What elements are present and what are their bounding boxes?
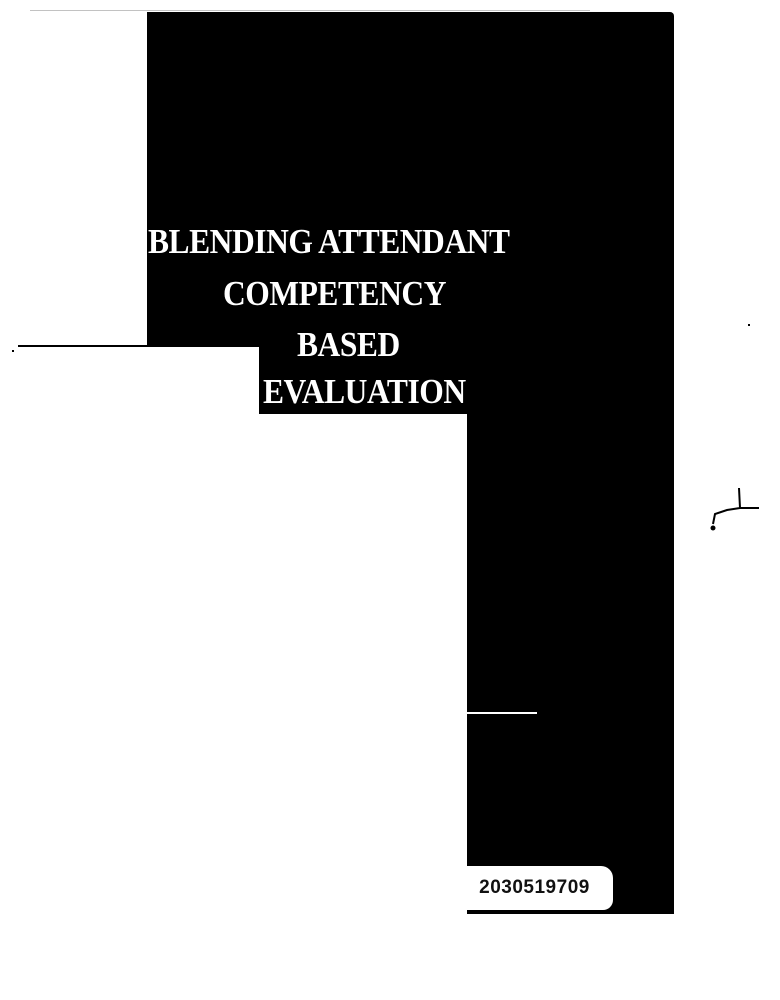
document-id-number: 2030519709	[479, 877, 590, 898]
scan-speck	[748, 324, 750, 326]
title-line-4: EVALUATION	[263, 372, 466, 411]
horizontal-rule-left	[18, 345, 298, 347]
title-line-3: BASED	[297, 325, 400, 364]
title-line-5: TRAINING	[273, 419, 431, 458]
document-id-label	[456, 866, 613, 910]
scan-speck	[12, 350, 14, 352]
scan-edge-line	[30, 10, 590, 11]
scan-speck	[663, 548, 665, 554]
horizontal-rule-right	[467, 712, 537, 714]
title-line-1: BLENDING ATTENDANT	[148, 222, 510, 261]
cover-black-block-lower	[467, 414, 674, 914]
title-line-2: COMPETENCY	[223, 274, 447, 313]
scan-smudge-mark	[707, 484, 767, 544]
